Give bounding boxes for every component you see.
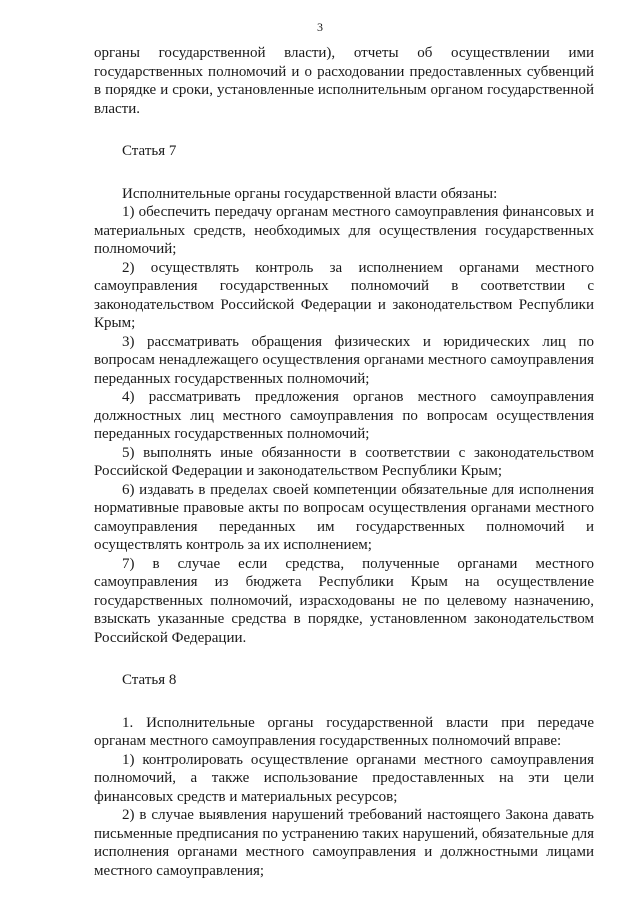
article-8-item-1: 1) контролировать осуществление органами местного самоуправления полномочий, а также использование предоставленных на эти цели финансовых средств и материальных ресурсов; <box>94 751 594 805</box>
article-8-heading: Статья 8 <box>122 672 177 688</box>
article-7-item-6: 6) издавать в пределах своей компетенции обязательные для исполнения нормативные правовые акты по вопросам осуществления органами местного самоуправления переданных им государственных полномочий и осуществлять контроль за их исполнением; <box>94 481 594 553</box>
article-8-item-2: 2) в случае выявления нарушений требований настоящего Закона давать письменные предписания по устранению таких нарушений, обязательные для исполнения органами местного самоуправления и должностными лицами местного самоуправления; <box>94 807 594 879</box>
continuation-paragraph: органы государственной власти), отчеты об осуществлении ими государственных полномочий и о расходовании предоставленных субвенций в порядке и сроки, установленные исполнительным органом государственной власти. <box>94 45 594 117</box>
page-number: 3 <box>317 20 323 34</box>
article-7-item-7: 7) в случае если средства, полученные органами местного самоуправления из бюджета Республики Крым на осуществление государственных полномочий, израсходованы не по целевому назначению, взыскать указанные средства в порядке, установленном законодательством Российской Федерации. <box>94 555 594 646</box>
article-7-intro: Исполнительные органы государственной власти обязаны: <box>122 185 498 202</box>
article-7-heading: Статья 7 <box>122 143 177 159</box>
article-7-item-1: 1) обеспечить передачу органам местного самоуправления финансовых и материальных средств, необходимых для осуществления государственных полномочий; <box>94 204 594 257</box>
article-8-intro: 1. Исполнительные органы государственной власти при передаче органам местного самоуправления государственных полномочий вправе: <box>94 714 594 749</box>
article-7-item-5: 5) выполнять иные обязанности в соответствии с законодательством Российской Федерации и законодательством Республики Крым; <box>94 444 594 479</box>
article-7-item-2: 2) осуществлять контроль за исполнением органами местного самоуправления государственных полномочий в соответствии с законодательством Российской Федерации и законодательством Республики Крым; <box>94 259 594 331</box>
document-body <box>94 44 594 880</box>
article-7-item-3: 3) рассматривать обращения физических и юридических лиц по вопросам ненадлежащего осуществления органами местного самоуправления переданных государственных полномочий; <box>94 333 594 387</box>
article-7-item-4: 4) рассматривать предложения органов местного самоуправления должностных лиц местного самоуправления по вопросам осуществления переданных государственных полномочий; <box>94 389 594 442</box>
